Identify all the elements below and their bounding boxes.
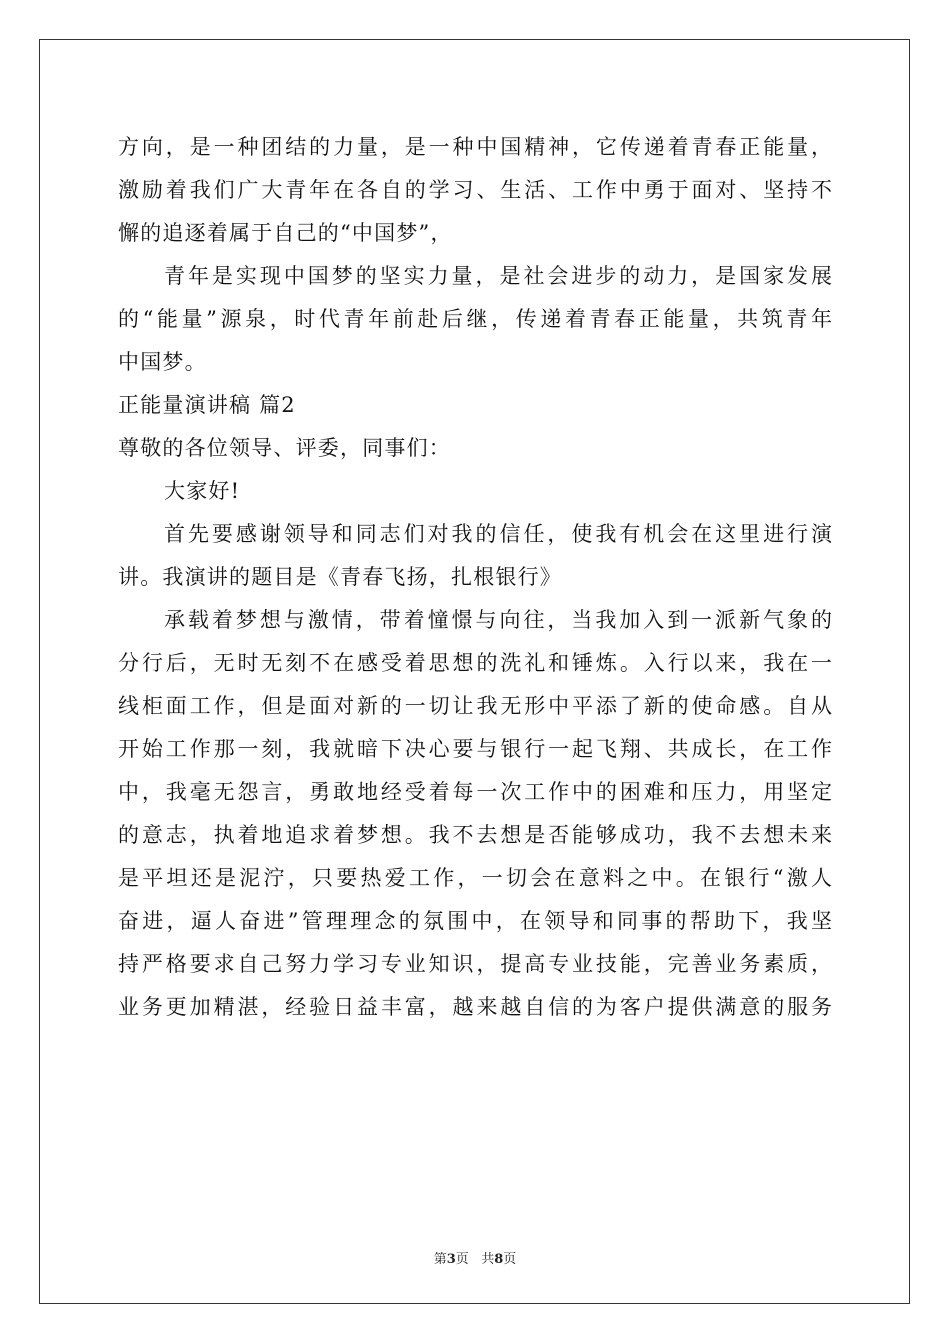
section-heading: 正能量演讲稿 篇2 [118,393,296,417]
page-number: 3 [446,1252,456,1267]
total-suffix: 页 [503,1252,517,1267]
total-prefix: 共 [481,1252,495,1267]
total-pages: 8 [494,1252,504,1267]
greeting: 大家好! [164,479,241,503]
paragraph-line: 承载着梦想与激情，带着憧憬与向往，当我加入到一派新气象的 [164,608,832,632]
paragraph-line: 青年是实现中国梦的坚实力量，是社会进步的动力，是国家发展 [164,264,832,288]
paragraph-line: 是平坦还是泥泞，只要热爱工作，一切会在意料之中。在银行“激人 [118,866,832,890]
paragraph-line: 懈的追逐着属于自己的“中国梦”， [118,221,453,245]
document-body [118,126,832,1029]
paragraph-line: 的“能量”源泉，时代青年前赴后继，传递着青春正能量，共筑青年 [118,307,832,331]
paragraph-line: 讲。我演讲的题目是《青春飞扬，扎根银行》 [118,565,562,589]
page-footer [0,1248,950,1267]
paragraph-line: 中，我毫无怨言，勇敢地经受着每一次工作中的困难和压力，用坚定 [118,780,832,804]
paragraph-line: 分行后，无时无刻不在感受着思想的洗礼和锤炼。入行以来，我在一 [118,651,832,675]
page-suffix: 页 [455,1252,469,1267]
paragraph-line: 开始工作那一刻，我就暗下决心要与银行一起飞翔、共成长，在工作 [118,737,832,761]
paragraph-line: 的意志，执着地追求着梦想。我不去想是否能够成功，我不去想未来 [118,823,832,847]
paragraph-line: 业务更加精湛，经验日益丰富，越来越自信的为客户提供满意的服务 [118,995,832,1019]
paragraph-line: 中国梦。 [118,350,207,374]
paragraph-line: 奋进，逼人奋进”管理理念的氛围中，在领导和同事的帮助下，我坚 [118,909,832,933]
paragraph-line: 方向，是一种团结的力量，是一种中国精神，它传递着青春正能量， [118,135,832,159]
paragraph-line: 激励着我们广大青年在各自的学习、生活、工作中勇于面对、坚持不 [118,178,832,202]
paragraph-line: 首先要感谢领导和同志们对我的信任，使我有机会在这里进行演 [164,522,832,546]
page-prefix: 第 [433,1252,447,1267]
paragraph-line: 线柜面工作，但是面对新的一切让我无形中平添了新的使命感。自从 [118,694,832,718]
salutation: 尊敬的各位领导、评委，同事们： [118,436,451,460]
paragraph-line: 持严格要求自己努力学习专业知识，提高专业技能，完善业务素质， [118,952,832,976]
